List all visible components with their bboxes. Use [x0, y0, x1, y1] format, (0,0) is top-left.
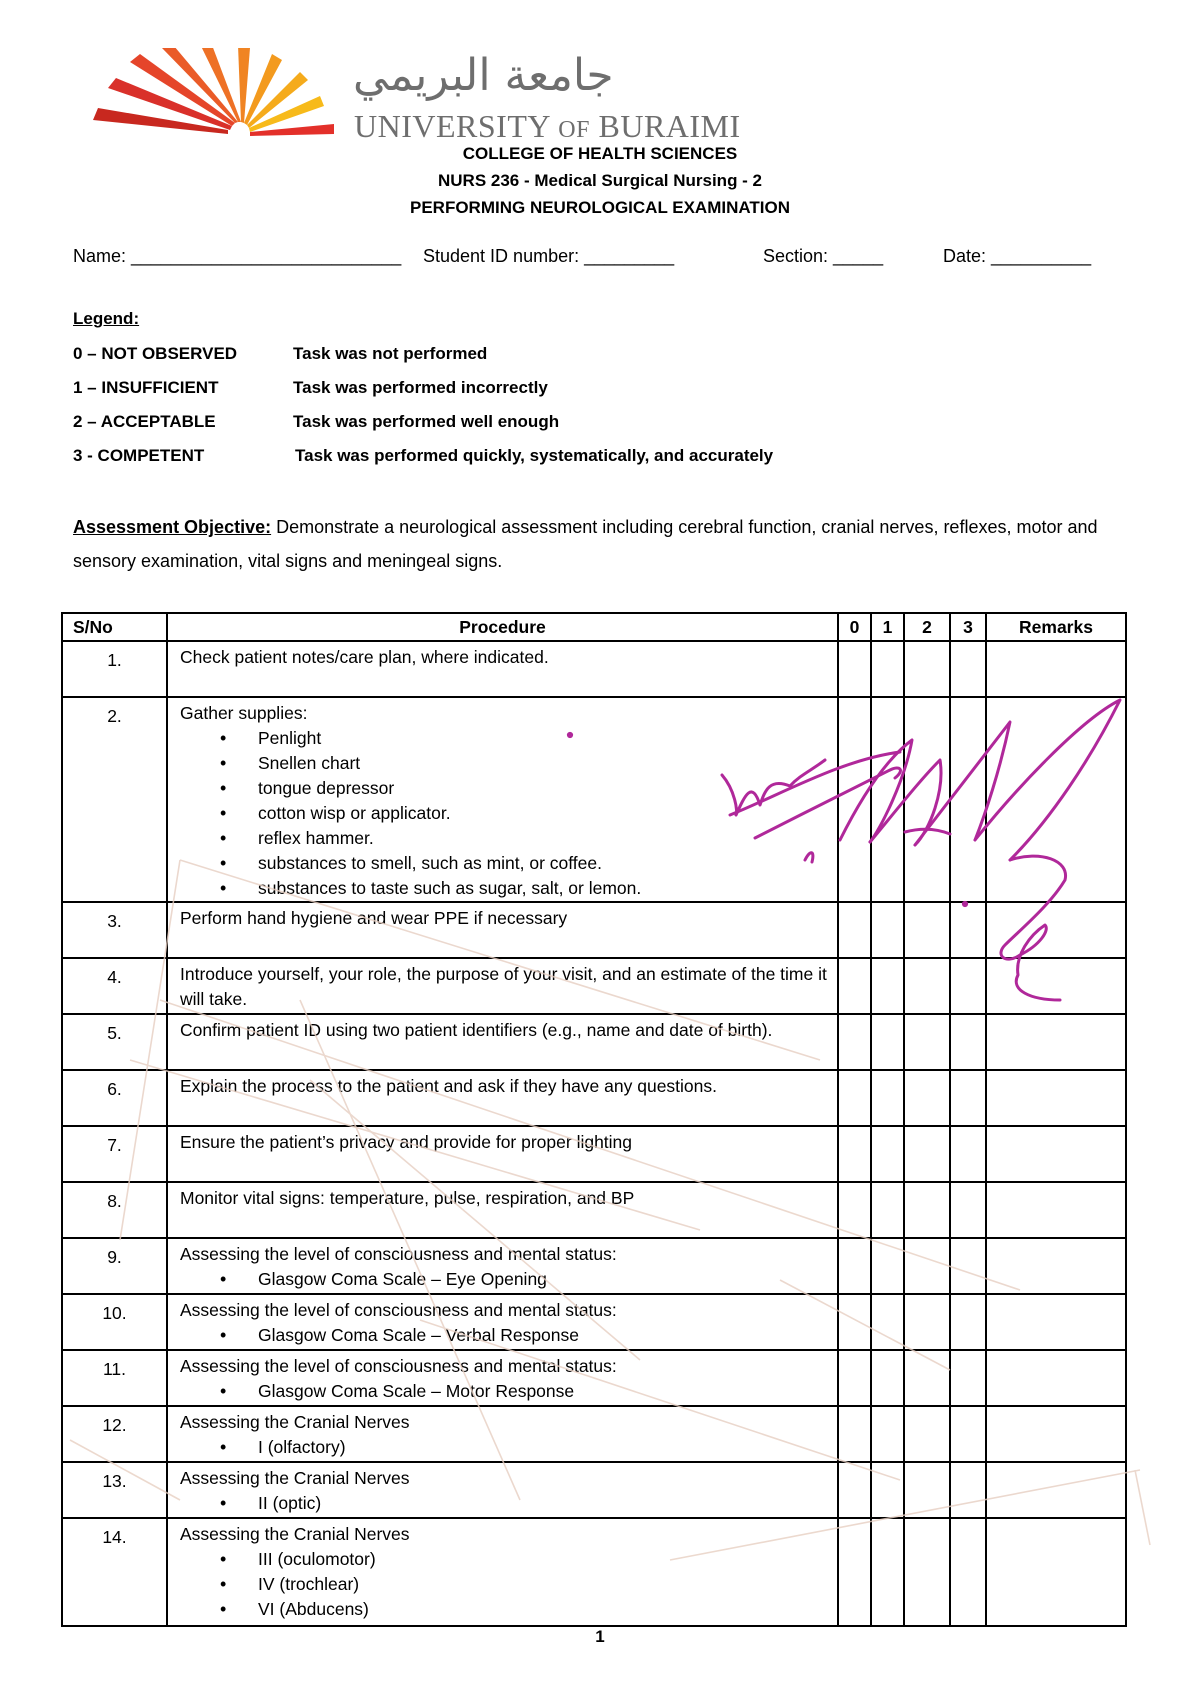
header-score-1: 1: [871, 613, 904, 641]
procedure-bullet-list: [180, 1435, 827, 1460]
date-field[interactable]: Date: __________: [943, 246, 1092, 266]
procedure-cell: [167, 1350, 838, 1406]
procedure-bullet-list: [180, 726, 827, 901]
score-1-cell[interactable]: [871, 641, 904, 697]
remarks-cell[interactable]: [986, 1406, 1126, 1462]
procedure-bullet-item: • reflex hammer.: [258, 826, 827, 851]
score-1-cell[interactable]: [871, 1294, 904, 1350]
procedure-bullet-item: • IV (trochlear): [258, 1572, 827, 1597]
assessment-objective: [73, 510, 1133, 578]
logo-word-buraimi: BURAIMI: [598, 108, 741, 144]
table-row: [62, 1126, 1126, 1182]
row-number: 12.: [62, 1406, 167, 1462]
row-number: 4.: [62, 958, 167, 1014]
score-2-cell[interactable]: [904, 958, 950, 1014]
score-2-cell[interactable]: [904, 1350, 950, 1406]
table-row: [62, 1070, 1126, 1126]
table-row: [62, 1406, 1126, 1462]
procedure-bullet-item: • Snellen chart: [258, 751, 827, 776]
score-2-cell[interactable]: [904, 1406, 950, 1462]
row-number: 9.: [62, 1238, 167, 1294]
score-1-cell[interactable]: [871, 1350, 904, 1406]
score-0-cell[interactable]: [838, 1014, 871, 1070]
legend-code: 3 - COMPETENT: [73, 446, 205, 465]
procedure-bullet-list: [180, 1547, 827, 1622]
course-name: NURS 236 - Medical Surgical Nursing - 2: [437, 171, 763, 190]
row-number: 11.: [62, 1350, 167, 1406]
score-0-cell[interactable]: [838, 697, 871, 902]
row-number: 14.: [62, 1518, 167, 1626]
row-number: 13.: [62, 1462, 167, 1518]
row-number: 5.: [62, 1014, 167, 1070]
score-3-cell[interactable]: [950, 641, 986, 697]
score-1-cell[interactable]: [871, 1462, 904, 1518]
procedure-cell: [167, 1126, 838, 1182]
score-0-cell[interactable]: [838, 1294, 871, 1350]
procedure-cell: [167, 1406, 838, 1462]
score-0-cell[interactable]: [838, 1406, 871, 1462]
table-row: [62, 1350, 1126, 1406]
legend-desc: Task was not performed: [293, 344, 488, 363]
procedure-bullet-item: • substances to taste such as sugar, salt, or lemon.: [258, 876, 827, 901]
score-2-cell[interactable]: [904, 697, 950, 902]
procedure-cell: [167, 1014, 838, 1070]
procedure-cell: [167, 1182, 838, 1238]
procedure-cell: [167, 697, 838, 902]
remarks-cell[interactable]: [986, 1126, 1126, 1182]
legend-code: 0 – NOT OBSERVED: [73, 344, 238, 363]
procedure-bullet-list: [180, 1379, 827, 1404]
procedure-cell: [167, 1518, 838, 1626]
row-number: 8.: [62, 1182, 167, 1238]
score-3-cell[interactable]: [950, 1462, 986, 1518]
logo-arabic-text: جامعة البريمي: [353, 50, 614, 101]
score-2-cell[interactable]: [904, 641, 950, 697]
score-1-cell[interactable]: [871, 1518, 904, 1626]
score-1-cell[interactable]: [871, 1238, 904, 1294]
header-sno: S/No: [62, 613, 167, 641]
sunburst-logo-icon: [88, 48, 348, 143]
remarks-cell[interactable]: [986, 1518, 1126, 1626]
score-2-cell[interactable]: [904, 1462, 950, 1518]
college-name: COLLEGE OF HEALTH SCIENCES: [462, 144, 738, 163]
row-number: 1.: [62, 641, 167, 697]
score-2-cell[interactable]: [904, 1238, 950, 1294]
section-field[interactable]: Section: _____: [763, 246, 884, 266]
procedure-text: Perform hand hygiene and wear PPE if necessary: [180, 908, 568, 928]
row-number: 7.: [62, 1126, 167, 1182]
score-0-cell[interactable]: [838, 1238, 871, 1294]
score-0-cell[interactable]: [838, 1350, 871, 1406]
score-0-cell[interactable]: [838, 1126, 871, 1182]
procedure-table: [61, 612, 1127, 1627]
score-3-cell[interactable]: [950, 1518, 986, 1626]
legend-heading: Legend:: [73, 309, 140, 328]
legend-desc: Task was performed quickly, systematically, and accurately: [295, 446, 774, 465]
score-3-cell[interactable]: [950, 1182, 986, 1238]
score-1-cell[interactable]: [871, 1126, 904, 1182]
score-1-cell[interactable]: [871, 1406, 904, 1462]
row-number: 10.: [62, 1294, 167, 1350]
student-id-field[interactable]: Student ID number: _________: [423, 246, 675, 266]
page-number: 1: [595, 1627, 605, 1646]
procedure-cell: [167, 1238, 838, 1294]
procedure-text: Assessing the level of consciousness and mental status:: [180, 1356, 617, 1376]
header-score-3: 3: [950, 613, 986, 641]
score-0-cell[interactable]: [838, 1518, 871, 1626]
table-row: [62, 1462, 1126, 1518]
procedure-text: Ensure the patient’s privacy and provide for proper lighting: [180, 1132, 633, 1152]
score-3-cell[interactable]: [950, 1126, 986, 1182]
table-row: [62, 1518, 1126, 1626]
document-title: PERFORMING NEUROLOGICAL EXAMINATION: [410, 198, 790, 217]
table-header-row: [62, 613, 1126, 641]
score-2-cell[interactable]: [904, 1014, 950, 1070]
procedure-bullet-list: [180, 1323, 827, 1348]
procedure-bullet-list: [180, 1491, 827, 1516]
score-0-cell[interactable]: [838, 1182, 871, 1238]
row-number: 2.: [62, 697, 167, 902]
score-1-cell[interactable]: [871, 697, 904, 902]
remarks-cell[interactable]: [986, 958, 1126, 1014]
score-3-cell[interactable]: [950, 1238, 986, 1294]
procedure-text: Confirm patient ID using two patient identifiers (e.g., name and date of birth).: [180, 1020, 773, 1040]
score-2-cell[interactable]: [904, 1518, 950, 1626]
remarks-cell[interactable]: [986, 1294, 1126, 1350]
procedure-cell: [167, 641, 838, 697]
procedure-cell: [167, 958, 838, 1014]
header-score-0: 0: [838, 613, 871, 641]
table-row: [62, 641, 1126, 697]
score-3-cell[interactable]: [950, 697, 986, 902]
procedure-text: Assessing the Cranial Nerves: [180, 1468, 410, 1488]
remarks-cell[interactable]: [986, 641, 1126, 697]
procedure-bullet-item: • Penlight: [258, 726, 827, 751]
objective-text: Demonstrate a neurological assessment including cerebral function, cranial nerves, reflexes, motor and sensory examination, vital signs and meningeal signs.: [73, 517, 1098, 571]
score-2-cell[interactable]: [904, 902, 950, 958]
score-3-cell[interactable]: [950, 1070, 986, 1126]
score-0-cell[interactable]: [838, 1070, 871, 1126]
procedure-bullet-item: • cotton wisp or applicator.: [258, 801, 827, 826]
table-row: [62, 1182, 1126, 1238]
header-score-2: 2: [904, 613, 950, 641]
procedure-cell: [167, 902, 838, 958]
row-number: 3.: [62, 902, 167, 958]
procedure-bullet-item: • Glasgow Coma Scale – Motor Response: [258, 1379, 827, 1404]
table-row: [62, 902, 1126, 958]
procedure-bullet-item: • tongue depressor: [258, 776, 827, 801]
score-0-cell[interactable]: [838, 641, 871, 697]
procedure-cell: [167, 1294, 838, 1350]
remarks-cell[interactable]: [986, 1238, 1126, 1294]
procedure-text: Gather supplies:: [180, 703, 308, 723]
score-1-cell[interactable]: [871, 1070, 904, 1126]
legend-code: 1 – INSUFFICIENT: [73, 378, 219, 397]
procedure-cell: [167, 1462, 838, 1518]
legend-code: 2 – ACCEPTABLE: [73, 412, 216, 431]
procedure-text: Explain the process to the patient and ask if they have any questions.: [180, 1076, 718, 1096]
procedure-text: Assessing the Cranial Nerves: [180, 1412, 410, 1432]
logo-word-of: OF: [558, 117, 590, 143]
header-remarks: Remarks: [986, 613, 1126, 641]
score-3-cell[interactable]: [950, 1014, 986, 1070]
score-2-cell[interactable]: [904, 1182, 950, 1238]
remarks-cell[interactable]: [986, 1014, 1126, 1070]
table-row: [62, 958, 1126, 1014]
score-0-cell[interactable]: [838, 958, 871, 1014]
score-1-cell[interactable]: [871, 1014, 904, 1070]
score-1-cell[interactable]: [871, 958, 904, 1014]
remarks-cell[interactable]: [986, 1350, 1126, 1406]
procedure-text: Introduce yourself, your role, the purpose of your visit, and an estimate of the time it will take.: [180, 964, 827, 1009]
score-3-cell[interactable]: [950, 1294, 986, 1350]
logo-word-university: UNIVERSITY: [354, 108, 550, 144]
score-3-cell[interactable]: [950, 1350, 986, 1406]
document-titles: [0, 140, 1200, 221]
legend-desc: Task was performed incorrectly: [293, 378, 548, 397]
score-2-cell[interactable]: [904, 1126, 950, 1182]
procedure-cell: [167, 1070, 838, 1126]
remarks-cell[interactable]: [986, 1182, 1126, 1238]
remarks-cell[interactable]: [986, 902, 1126, 958]
table-row: [62, 697, 1126, 902]
score-0-cell[interactable]: [838, 1462, 871, 1518]
score-2-cell[interactable]: [904, 1294, 950, 1350]
procedure-text: Assessing the level of consciousness and mental status:: [180, 1300, 617, 1320]
objective-label: Assessment Objective:: [73, 517, 272, 537]
score-3-cell[interactable]: [950, 958, 986, 1014]
remarks-cell[interactable]: [986, 1462, 1126, 1518]
procedure-bullet-item: • substances to smell, such as mint, or coffee.: [258, 851, 827, 876]
remarks-cell[interactable]: [986, 1070, 1126, 1126]
procedure-bullet-item: • III (oculomotor): [258, 1547, 827, 1572]
score-2-cell[interactable]: [904, 1070, 950, 1126]
procedure-bullet-item: • VI (Abducens): [258, 1597, 827, 1622]
procedure-text: Assessing the level of consciousness and mental status:: [180, 1244, 617, 1264]
score-3-cell[interactable]: [950, 1406, 986, 1462]
score-3-cell[interactable]: [950, 902, 986, 958]
table-row: [62, 1014, 1126, 1070]
procedure-text: Assessing the Cranial Nerves: [180, 1524, 410, 1544]
score-1-cell[interactable]: [871, 1182, 904, 1238]
procedure-bullet-item: • Glasgow Coma Scale – Eye Opening: [258, 1267, 827, 1292]
procedure-text: Check patient notes/care plan, where indicated.: [180, 647, 549, 667]
score-0-cell[interactable]: [838, 902, 871, 958]
name-field[interactable]: Name: ___________________________: [73, 246, 402, 266]
procedure-bullet-item: • Glasgow Coma Scale – Verbal Response: [258, 1323, 827, 1348]
header-procedure: Procedure: [167, 613, 838, 641]
score-1-cell[interactable]: [871, 902, 904, 958]
table-row: [62, 1238, 1126, 1294]
legend-desc: Task was performed well enough: [293, 412, 560, 431]
row-number: 6.: [62, 1070, 167, 1126]
procedure-text: Monitor vital signs: temperature, pulse, respiration, and BP: [180, 1188, 635, 1208]
procedure-bullet-item: • I (olfactory): [258, 1435, 827, 1460]
procedure-bullet-list: [180, 1267, 827, 1292]
procedure-bullet-item: • II (optic): [258, 1491, 827, 1516]
table-row: [62, 1294, 1126, 1350]
remarks-cell[interactable]: [986, 697, 1126, 902]
university-logo: [88, 48, 741, 144]
